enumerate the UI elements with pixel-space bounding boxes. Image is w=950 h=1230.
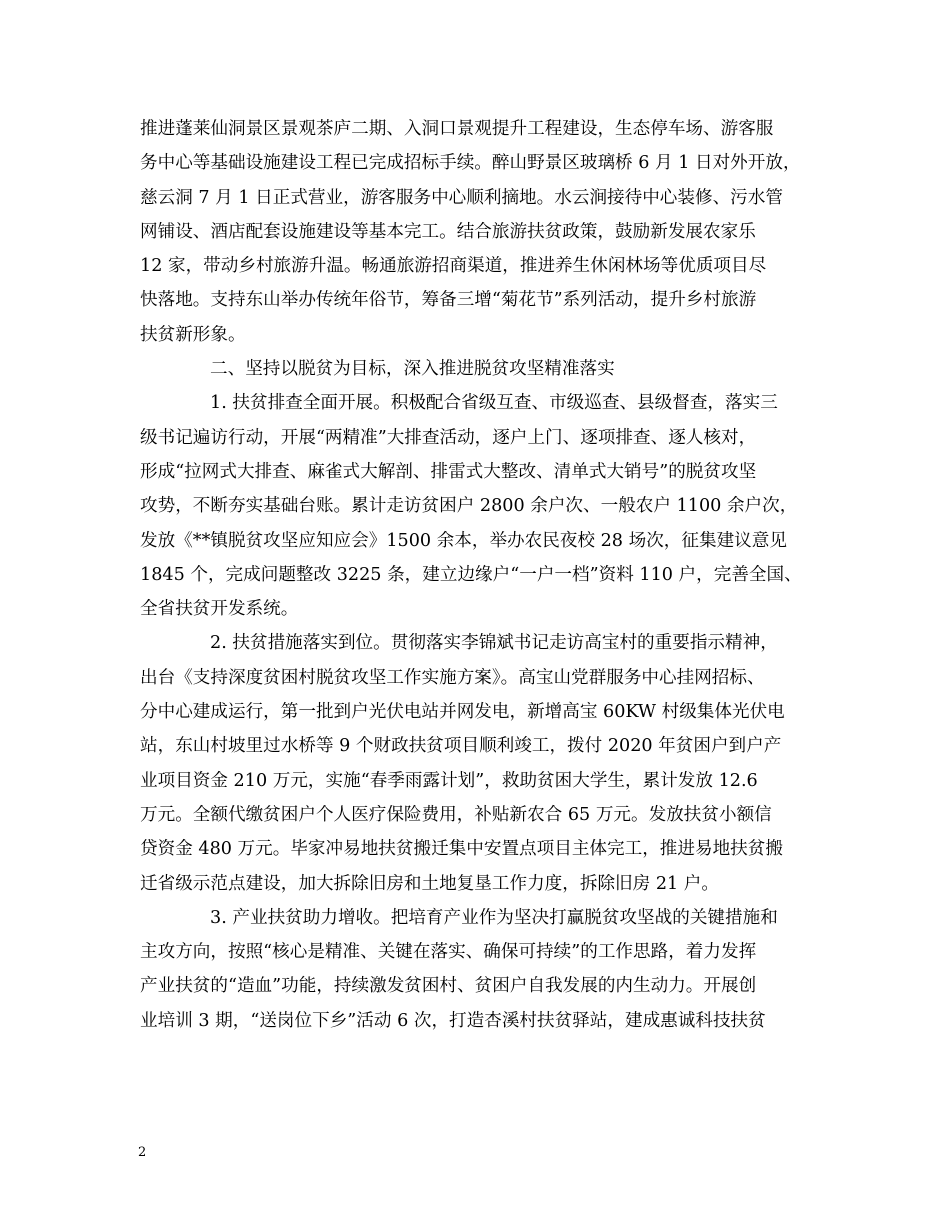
text-line: 攻势，不断夯实基础台账。累计走访贫困户 2800 余户次、一般农户 1100 余户次， — [140, 496, 798, 517]
text-line: 3. 产业扶贫助力增收。把培育产业作为坚决打赢脱贫攻坚战的关键措施和 — [210, 907, 778, 928]
text-line: 全省扶贫开发系统。 — [140, 599, 299, 620]
text-line: 网铺设、酒店配套设施建设等基本完工。结合旅游扶贫政策，鼓励新发展农家乐 — [140, 221, 756, 242]
text-line: 迁省级示范点建设，加大拆除旧房和土地复垦工作力度，拆除旧房 21 户。 — [140, 873, 719, 894]
text-line: 贷资金 480 万元。毕家冲易地扶贫搬迁集中安置点项目主体完工，推进易地扶贫搬 — [140, 839, 783, 860]
text-line: 发放《**镇脱贫攻坚应知应会》1500 余本，举办农民夜校 28 场次，征集建议意见 — [140, 530, 787, 551]
text-line: 推进蓬莱仙洞景区景观茶庐二期、入洞口景观提升工程建设，生态停车场、游客服 — [140, 119, 774, 139]
text-line: 务中心等基础设施建设工程已完成招标手续。醉山野景区玻璃桥 6 月 1 日对外开放， — [140, 153, 801, 174]
text-line: 出台《支持深度贫困村脱贫攻坚工作实施方案》。高宝山党群服务中心挂网招标、 — [140, 667, 765, 688]
text-line: 慈云洞 7 月 1 日正式营业，游客服务中心顺利摘地。水云涧接待中心装修、污水管 — [140, 187, 783, 208]
text-line: 分中心建成运行，第一批到户光伏电站并网发电，新增高宝 60KW 村级集体光伏电 — [140, 702, 785, 723]
page-number: 2 — [138, 1145, 147, 1160]
text-line: 业项目资金 210 万元，实施“春季雨露计划”，救助贫困大学生，累计发放 12.6 — [140, 770, 758, 791]
text-line: 二、坚持以脱贫为目标，深入推进脱贫攻坚精准落实 — [210, 359, 615, 380]
body-text — [140, 112, 830, 1038]
text-line: 2. 扶贫措施落实到位。贯彻落实李锦斌书记走访高宝村的重要指示精神， — [210, 633, 778, 654]
text-line: 12 家，带动乡村旅游升温。畅通旅游招商渠道，推进养生休闲林场等优质项目尽 — [140, 256, 767, 277]
text-line: 1. 扶贫排查全面开展。积极配合省级互查、市级巡查、县级督查，落实三 — [210, 393, 778, 414]
text-line: 业培训 3 期，“送岗位下乡”活动 6 次，打造杏溪村扶贫驿站，建成惠诚科技扶贫 — [140, 1010, 766, 1031]
text-line: 扶贫新形象。 — [140, 324, 246, 345]
text-line: 万元。全额代缴贫困户个人医疗保险费用，补贴新农合 65 万元。发放扶贫小额信 — [140, 804, 772, 825]
text-line: 1845 个，完成问题整改 3225 条，建立边缘户“一户一档”资料 110 户，完善全国、 — [140, 564, 802, 585]
text-line: 站，东山村坡里过水桥等 9 个财政扶贫项目顺利竣工，拨付 2020 年贫困户到户产 — [140, 736, 782, 757]
text-line: 产业扶贫的“造血”功能，持续激发贫困村、贫困户自我发展的内生动力。开展创 — [140, 976, 757, 997]
text-line: 主攻方向，按照“核心是精准、关键在落实、确保可持续”的工作思路，着力发挥 — [140, 942, 757, 963]
text-line: 快落地。支持东山举办传统年俗节，筹备三增“菊花节”系列活动，提升乡村旅游 — [140, 290, 757, 311]
text-line: 级书记遍访行动，开展“两精准”大排查活动，逐户上门、逐项排查、逐人核对， — [140, 427, 757, 448]
text-line: 形成“拉网式大排查、麻雀式大解剖、排雷式大整改、清单式大销号”的脱贫攻坚 — [140, 461, 757, 482]
